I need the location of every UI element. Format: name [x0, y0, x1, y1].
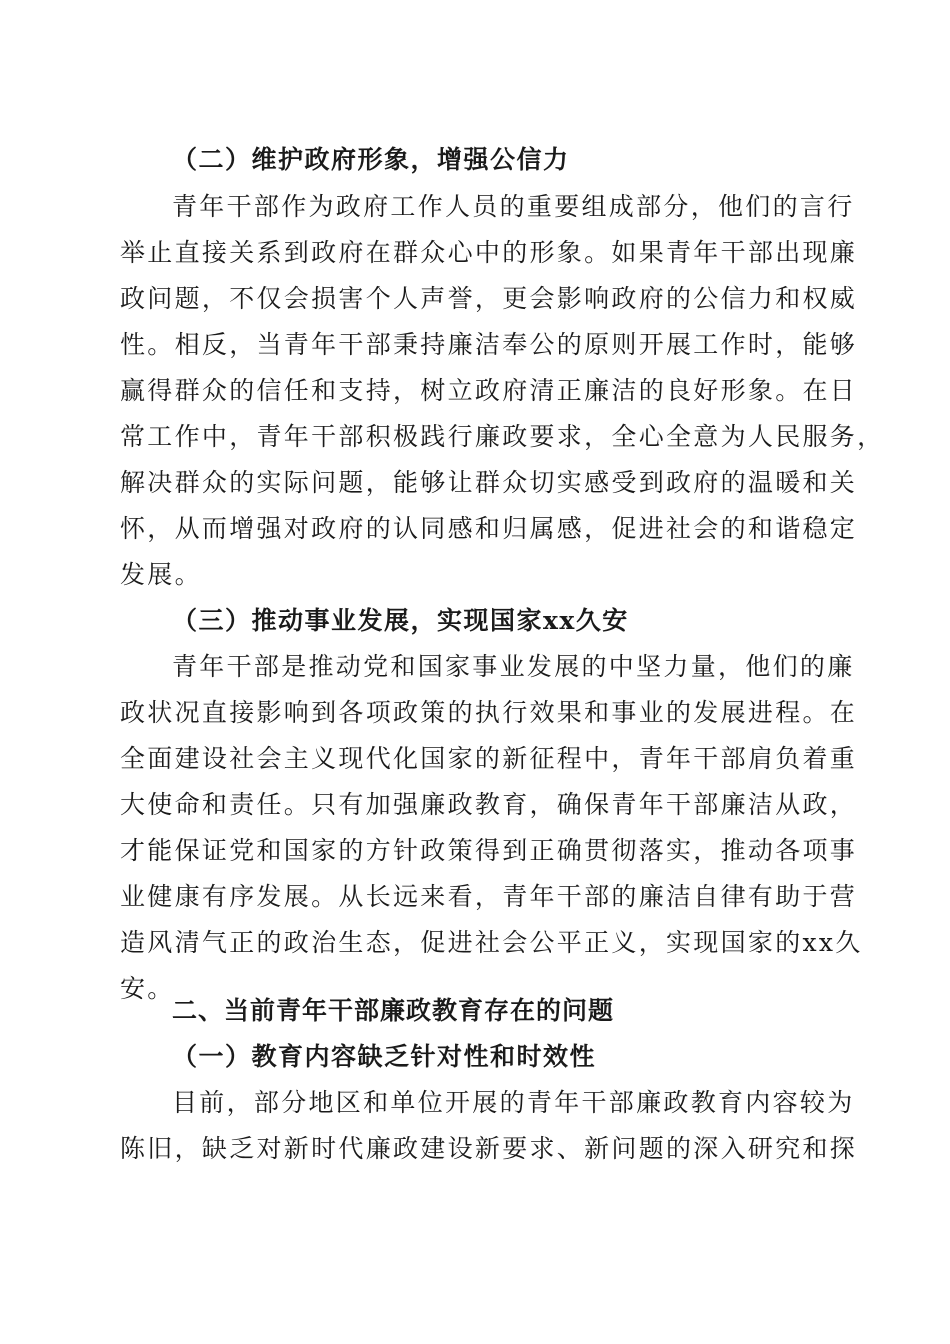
- paragraph-line: 目前，部分地区和单位开展的青年干部廉政教育内容较为: [172, 1088, 855, 1117]
- paragraph-line: 常工作中，青年干部积极践行廉政要求，全心全意为人民服务，: [120, 422, 885, 451]
- paragraph-line: 青年干部是推动党和国家事业发展的中坚力量，他们的廉: [172, 652, 855, 681]
- section-heading: 二、当前青年干部廉政教育存在的问题: [172, 996, 615, 1025]
- paragraph-line: 政问题，不仅会损害个人声誉，更会影响政府的公信力和权威: [120, 284, 858, 313]
- sub-heading: （三）推动事业发展，实现国家xx久安: [172, 606, 629, 635]
- paragraph-line: 赢得群众的信任和支持，树立政府清正廉洁的良好形象。在日: [120, 376, 858, 405]
- paragraph-line: 举止直接关系到政府在群众心中的形象。如果青年干部出现廉: [120, 238, 858, 267]
- paragraph-line: 安。: [120, 974, 175, 1003]
- paragraph-line: 业健康有序发展。从长远来看，青年干部的廉洁自律有助于营: [120, 882, 858, 911]
- paragraph-line: 政状况直接影响到各项政策的执行效果和事业的发展进程。在: [120, 698, 858, 727]
- sub-heading: （二）维护政府形象，增强公信力: [172, 145, 570, 174]
- paragraph-line: 解决群众的实际问题，能够让群众切实感受到政府的温暖和关: [120, 468, 858, 497]
- paragraph-line: 发展。: [120, 560, 202, 589]
- paragraph-line: 大使命和责任。只有加强廉政教育，确保青年干部廉洁从政，: [120, 790, 858, 819]
- paragraph-line: 青年干部作为政府工作人员的重要组成部分，他们的言行: [172, 192, 855, 221]
- sub-heading: （一）教育内容缺乏针对性和时效性: [172, 1042, 597, 1071]
- paragraph-line: 陈旧，缺乏对新时代廉政建设新要求、新问题的深入研究和探: [120, 1134, 858, 1163]
- paragraph-line: 才能保证党和国家的方针政策得到正确贯彻落实，推动各项事: [120, 836, 858, 865]
- paragraph-line: 性。相反，当青年干部秉持廉洁奉公的原则开展工作时，能够: [120, 330, 858, 359]
- paragraph-line: 造风清气正的政治生态，促进社会公平正义，实现国家的xx久: [120, 928, 863, 957]
- paragraph-line: 全面建设社会主义现代化国家的新征程中，青年干部肩负着重: [120, 744, 858, 773]
- paragraph-line: 怀，从而增强对政府的认同感和归属感，促进社会的和谐稳定: [120, 514, 858, 543]
